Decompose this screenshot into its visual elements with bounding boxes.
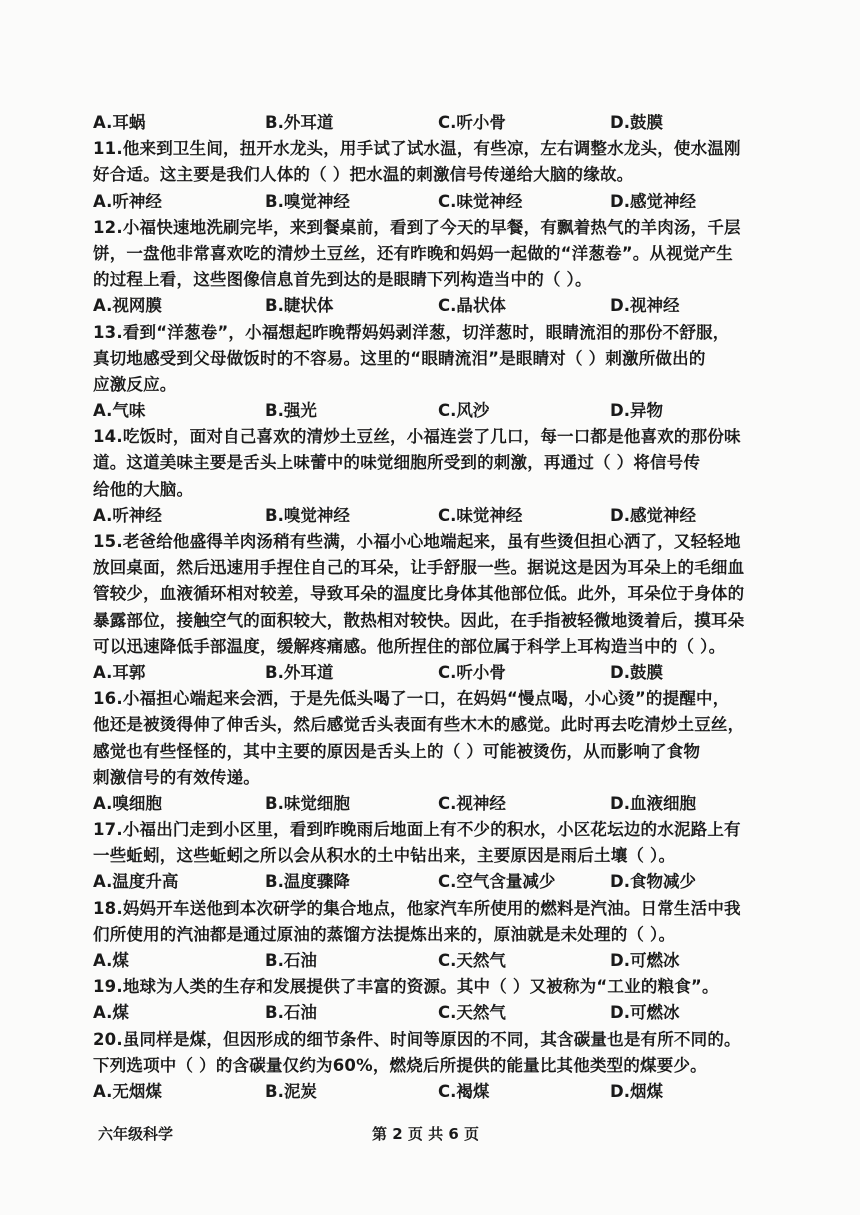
option-d: D.可燃冰 bbox=[610, 1003, 680, 1023]
option-b: B.睫状体 bbox=[265, 296, 334, 316]
option-c: C.天然气 bbox=[438, 1003, 506, 1023]
option-d: D.鼓膜 bbox=[610, 113, 663, 132]
option-a: A.耳蜗 bbox=[93, 113, 146, 132]
option-b: B.石油 bbox=[265, 951, 317, 970]
answer-options bbox=[93, 791, 783, 817]
option-a: A.耳郭 bbox=[93, 662, 146, 682]
option-d: D.感觉神经 bbox=[610, 505, 696, 525]
question-15 bbox=[93, 529, 783, 686]
question-text-line: 20.虽同样是煤，但因形成的细节条件、时间等原因的不同，其含碳量也是有所不同的。 bbox=[93, 1029, 741, 1049]
option-a: A.煤 bbox=[93, 951, 129, 970]
option-c: C.天然气 bbox=[438, 951, 506, 970]
question-text-line: 刺激信号的有效传递。 bbox=[93, 767, 260, 787]
option-d: D.烟煤 bbox=[610, 1081, 663, 1101]
question-text-line: 真切地感受到父母做饭时的不容易。这里的“眼睛流泪”是眼睛对（ ）刺激所做出的 bbox=[93, 348, 706, 368]
question-text-line: 他还是被烫得伸了伸舌头，然后感觉舌头表面有些木木的感觉。此时再去吃清炒土豆丝， bbox=[93, 715, 745, 735]
question-text-line: 好合适。这主要是我们人体的（ ）把水温的刺激信号传递给大脑的缘故。 bbox=[93, 165, 634, 185]
option-a: A.煤 bbox=[93, 1003, 129, 1023]
footer-page-number: 第 2 页 共 6 页 bbox=[372, 1125, 479, 1143]
option-b: B.味觉细胞 bbox=[265, 793, 350, 813]
answer-options bbox=[93, 1000, 783, 1026]
question-18 bbox=[93, 896, 783, 975]
option-b: B.石油 bbox=[265, 1003, 317, 1023]
option-a: A.听神经 bbox=[93, 505, 162, 525]
option-a: A.嗅细胞 bbox=[93, 793, 162, 813]
option-d: D.血液细胞 bbox=[610, 793, 696, 813]
question-17 bbox=[93, 817, 783, 896]
answer-options bbox=[93, 948, 783, 974]
question-text-line: 17.小福出门走到小区里，看到昨晚雨后地面上有不少的积水，小区花坛边的水泥路上有 bbox=[93, 820, 741, 840]
question-20 bbox=[93, 1027, 783, 1106]
option-a: A.无烟煤 bbox=[93, 1081, 162, 1101]
question-19 bbox=[93, 974, 783, 1026]
question-text-line: 11.他来到卫生间，扭开水龙头，用手试了试水温，有些凉，左右调整水龙头，使水温刚 bbox=[93, 139, 741, 159]
question-text-line: 19.地球为人类的生存和发展提供了丰富的资源。其中（ ）又被称为“工业的粮食”。 bbox=[93, 977, 719, 997]
question-16 bbox=[93, 686, 783, 817]
question-text-line: 感觉也有些怪怪的，其中主要的原因是舌头上的（ ）可能被烫伤，从而影响了食物 bbox=[93, 741, 701, 761]
question-11 bbox=[93, 136, 783, 215]
question-text-line: 可以迅速降低手部温度，缓解疼痛感。他所捏住的部位属于科学上耳构造当中的（ ）。 bbox=[93, 636, 726, 656]
q10-options bbox=[93, 110, 783, 136]
option-d: D.可燃冰 bbox=[610, 951, 680, 970]
question-text-line: 13.看到“洋葱卷”，小福想起昨晚帮妈妈剥洋葱，切洋葱时，眼睛流泪的那份不舒服， bbox=[93, 322, 730, 342]
option-b: B.温度骤降 bbox=[265, 872, 350, 892]
answer-options bbox=[93, 869, 783, 895]
question-text-line: 15.老爸给他盛得羊肉汤稍有些满，小福小心地端起来，虽有些烫但担心洒了，又轻轻地 bbox=[93, 532, 741, 551]
option-d: D.鼓膜 bbox=[610, 662, 663, 682]
option-a: A.听神经 bbox=[93, 191, 162, 211]
option-d: D.食物减少 bbox=[610, 872, 696, 892]
option-c: C.味觉神经 bbox=[438, 191, 523, 211]
option-c: C.空气含量减少 bbox=[438, 872, 556, 892]
option-d: D.异物 bbox=[610, 401, 663, 421]
question-text-line: 一些蚯蚓，这些蚯蚓之所以会从积水的土中钻出来，主要原因是雨后土壤（ ）。 bbox=[93, 846, 676, 866]
option-b: B.嗅觉神经 bbox=[265, 191, 350, 211]
option-a: A.视网膜 bbox=[93, 296, 162, 316]
question-text-line: 给他的大脑。 bbox=[93, 479, 194, 499]
question-text-line: 18.妈妈开车送他到本次研学的集合地点，他家汽车所使用的燃料是汽油。日常生活中我 bbox=[93, 898, 741, 918]
option-d: D.感觉神经 bbox=[610, 191, 696, 211]
question-text-line: 们所使用的汽油都是通过原油的蒸馏方法提炼出来的，原油就是未处理的（ ）。 bbox=[93, 924, 676, 944]
answer-options bbox=[93, 660, 783, 686]
option-c: C.味觉神经 bbox=[438, 505, 523, 525]
question-text-line: 应激反应。 bbox=[93, 374, 177, 394]
question-text-line: 12.小福快速地洗刷完毕，来到餐桌前，看到了今天的早餐，有飘着热气的羊肉汤，千层 bbox=[93, 217, 741, 237]
question-text-line: 暴露部位，接触空气的面积较大，散热相对较快。因此，在手指被轻微地烫着后，摸耳朵 bbox=[93, 610, 745, 630]
question-text-line: 饼，一盘他非常喜欢吃的清炒土豆丝，还有昨晚和妈妈一起做的“洋葱卷”。从视觉产生 bbox=[93, 243, 733, 263]
option-c: C.褐煤 bbox=[438, 1081, 490, 1101]
question-text-line: 的过程上看，这些图像信息首先到达的是眼睛下列构造当中的（ ）。 bbox=[93, 270, 592, 290]
question-text-line: 道。这道美味主要是舌头上味蕾中的味觉细胞所受到的刺激，再通过（ ）将信号传 bbox=[93, 453, 701, 473]
option-c: C.听小骨 bbox=[438, 662, 506, 682]
question-12 bbox=[93, 215, 783, 320]
answer-options bbox=[93, 398, 783, 424]
question-text-line: 下列选项中（ ）的含碳量仅约为60%，燃烧后所提供的能量比其他类型的煤要少。 bbox=[93, 1055, 707, 1075]
answer-options bbox=[93, 293, 783, 319]
question-14 bbox=[93, 424, 783, 529]
question-text-line: 14.吃饭时，面对自己喜欢的清炒土豆丝，小福连尝了几口，每一口都是他喜欢的那份味 bbox=[93, 427, 741, 447]
option-d: D.视神经 bbox=[610, 296, 680, 316]
question-13 bbox=[93, 320, 783, 425]
option-a: A.温度升高 bbox=[93, 872, 179, 892]
option-b: B.外耳道 bbox=[265, 113, 334, 132]
option-c: C.视神经 bbox=[438, 793, 506, 813]
answer-options bbox=[93, 1079, 783, 1105]
option-b: B.嗅觉神经 bbox=[265, 505, 350, 525]
option-b: B.强光 bbox=[265, 401, 317, 421]
option-a: A.气味 bbox=[93, 401, 146, 421]
answer-options bbox=[93, 189, 783, 215]
answer-options bbox=[93, 503, 783, 529]
question-text-line: 放回桌面，然后迅速用手捏住自己的耳朵，让手舒服一些。据说这是因为耳朵上的毛细血 bbox=[93, 558, 745, 578]
option-b: B.泥炭 bbox=[265, 1081, 317, 1101]
option-c: C.听小骨 bbox=[438, 113, 506, 132]
question-text-line: 管较少，血液循环相对较差，导致耳朵的温度比身体其他部位低。此外，耳朵位于身体的 bbox=[93, 584, 745, 604]
footer-subject: 六年级科学 bbox=[98, 1125, 174, 1143]
option-b: B.外耳道 bbox=[265, 662, 334, 682]
question-text-line: 16.小福担心端起来会洒，于是先低头喝了一口，在妈妈“慢点喝，小心烫”的提醒中， bbox=[93, 689, 730, 709]
option-c: C.风沙 bbox=[438, 401, 490, 421]
option-c: C.晶状体 bbox=[438, 296, 506, 316]
question-list bbox=[93, 110, 783, 1105]
